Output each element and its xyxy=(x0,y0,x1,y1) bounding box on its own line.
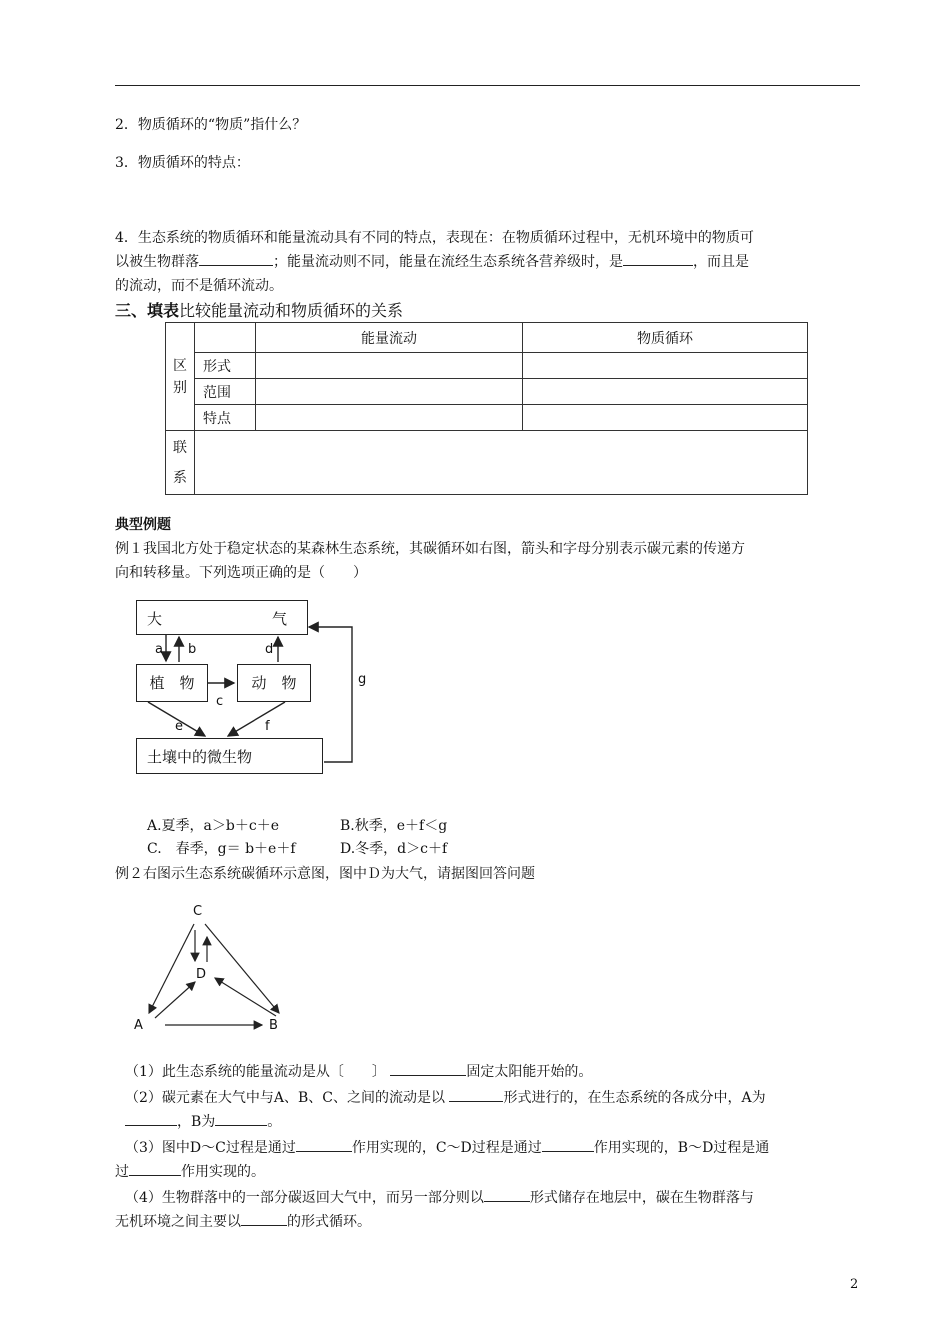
q4-text-c: ，而且是 xyxy=(693,254,749,270)
ex2-question-4-line1: （4）生物群落中的一部分碳返回大气中，而另一部分则以 形式储存在地层中，碳在生物群落与 xyxy=(125,1187,754,1207)
ex2-question-4-line2: 无机环境之间主要以 的形式循环。 xyxy=(115,1211,371,1231)
plant-box: 植 物 xyxy=(136,664,208,702)
answer-blank[interactable] xyxy=(542,1137,594,1152)
label-e: e xyxy=(175,719,183,734)
soil-microbe-box: 土壤中的微生物 xyxy=(136,738,323,774)
example-2-intro: 例２右图示生态系统碳循环示意图，图中Ｄ为大气，请据图回答问题 xyxy=(115,866,535,882)
ex2-question-3-line1: （3）图中D～C过程是通过 作用实现的，C～D过程是通过 作用实现的，B～D过程是通 xyxy=(125,1137,769,1157)
answer-blank[interactable] xyxy=(129,1161,181,1176)
ex2-question-2-line2: ，B为 。 xyxy=(125,1111,281,1131)
example-1-line1: 例１我国北方处于稳定状态的某森林生态系统，其碳循环如右图，箭头和字母分别表示碳元素的传递方 xyxy=(115,541,745,557)
table-row-label: 形式 xyxy=(195,353,256,379)
arrow-b-to-d xyxy=(215,978,276,1016)
table-row-label: 范围 xyxy=(195,379,256,405)
question-4-line3: 的流动，而不是循环流动。 xyxy=(115,278,283,294)
label-d: d xyxy=(265,642,274,657)
option-d[interactable]: D.冬季，d＞c＋f xyxy=(340,841,448,857)
option-c[interactable]: C. 春季，g＝ b＋e＋f xyxy=(147,841,296,857)
question-4-line1: 4．生态系统的物质循环和能量流动具有不同的特点，表现在：在物质循环过程中，无机环境中的物质可 xyxy=(115,230,754,246)
answer-blank[interactable] xyxy=(296,1137,352,1152)
label-f: f xyxy=(265,719,270,734)
answer-blank[interactable] xyxy=(241,1211,287,1226)
ex2-question-1: （1）此生态系统的能量流动是从〔 〕 固定太阳能开始的。 xyxy=(125,1061,592,1081)
option-a[interactable]: A.夏季，a＞b＋c＋e xyxy=(147,818,279,834)
table-header-energy: 能量流动 xyxy=(256,323,523,353)
question-3: 3．物质循环的特点： xyxy=(115,155,250,171)
q4-text-b: ；能量流动则不同，能量在流经生态系统各营养级时，是 xyxy=(273,254,623,270)
answer-blank[interactable] xyxy=(215,1111,267,1126)
label-b: b xyxy=(188,642,197,657)
ex2-question-3-line2: 过 作用实现的。 xyxy=(115,1161,265,1181)
animal-box: 动 物 xyxy=(237,664,311,702)
table-row-label: 特点 xyxy=(195,405,256,431)
arrow-f xyxy=(228,702,285,736)
node-b: B xyxy=(269,1018,278,1033)
section-3-title: 比较能量流动和物质循环的关系 xyxy=(179,301,404,320)
table-header-matter: 物质循环 xyxy=(523,323,808,353)
section-3-number: 三、填表 xyxy=(115,301,180,320)
node-c: C xyxy=(193,904,203,919)
answer-blank[interactable] xyxy=(484,1187,530,1202)
option-b[interactable]: B.秋季，e＋f＜g xyxy=(340,818,448,834)
arrow-g xyxy=(309,627,352,762)
node-d: D xyxy=(196,967,207,982)
label-a: a xyxy=(155,642,163,657)
atmosphere-box: 大 气 xyxy=(136,600,308,635)
answer-blank[interactable] xyxy=(125,1111,177,1126)
label-c: c xyxy=(216,694,224,709)
answer-blank[interactable] xyxy=(390,1061,466,1076)
question-2: 2．物质循环的“物质”指什么？ xyxy=(115,117,307,133)
ex2-question-2-line1: （2）碳元素在大气中与A、B、C、之间的流动是以 形式进行的，在生态系统的各成分中，A为 xyxy=(125,1087,766,1107)
label-g: g xyxy=(358,672,367,687)
node-a: A xyxy=(134,1018,143,1033)
arrow-a-to-d xyxy=(155,982,195,1018)
example-1-line2: 向和转移量。下列选项正确的是（ ） xyxy=(115,565,367,581)
answer-blank[interactable] xyxy=(449,1087,503,1102)
table-label-qubie: 区 别 xyxy=(166,323,195,431)
arrow-c-to-b xyxy=(205,924,279,1013)
page-number: 2 xyxy=(850,1277,859,1292)
q4-text-a: 以被生物群落 xyxy=(115,254,199,270)
table-label-lianxi: 联 系 xyxy=(166,431,195,495)
arrow-c-to-a xyxy=(149,924,194,1013)
typical-examples-heading: 典型例题 xyxy=(115,517,171,533)
